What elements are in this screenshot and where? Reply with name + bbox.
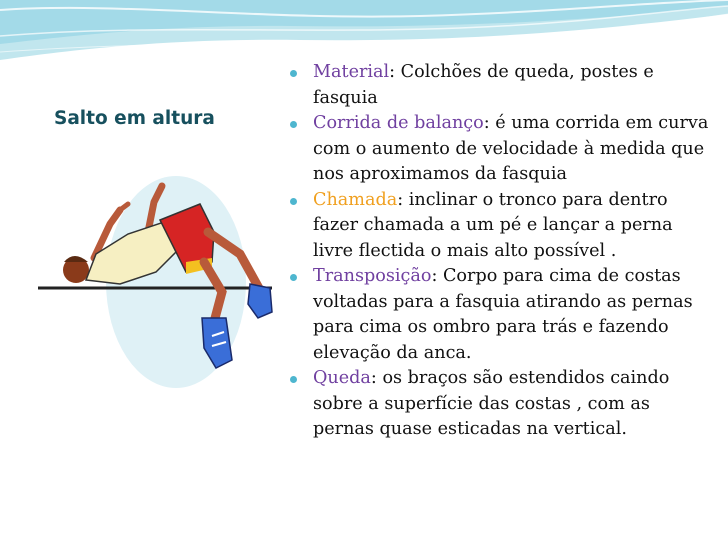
bullet-term: Queda — [313, 368, 371, 388]
bullet-dot-icon — [290, 376, 297, 383]
bullet-text: : é uma corrida em curva com o aumento de velocidade à medida que nos aproximamos da fasquia — [313, 113, 709, 184]
slide-title: Salto em altura — [54, 108, 215, 129]
bullet-dot-icon — [290, 198, 297, 205]
bullet-text: : os braços são estendidos caindo sobre a superfície das costas , com as pernas quase esticadas na vertical. — [313, 368, 670, 439]
bullet-text: : inclinar o tronco para dentro fazer chamada a um pé e lançar a perna livre flectida o mais alto possível . — [313, 189, 673, 261]
bullet-term: Transposição — [313, 266, 432, 286]
bullet-term: Corrida de balanço — [313, 113, 484, 133]
bullet-item — [286, 111, 716, 188]
bullet-term: Chamada — [313, 189, 398, 210]
bullet-item — [286, 60, 716, 111]
bullet-item — [286, 264, 716, 366]
bullet-dot-icon — [290, 274, 297, 281]
bullet-item — [286, 366, 716, 443]
bullet-text: : Colchões de queda, postes e fasquia — [313, 62, 654, 108]
bullet-dot-icon — [290, 121, 297, 128]
bullet-term: Material — [313, 62, 390, 82]
high-jump-athlete-icon — [36, 162, 276, 392]
bullet-item — [286, 188, 716, 265]
bullet-text: : Corpo para cima de costas voltadas para a fasquia atirando as pernas para cima os ombro para trás e fazendo elevação da anca. — [313, 266, 693, 363]
bullet-list — [286, 60, 716, 443]
bullet-dot-icon — [290, 70, 297, 77]
